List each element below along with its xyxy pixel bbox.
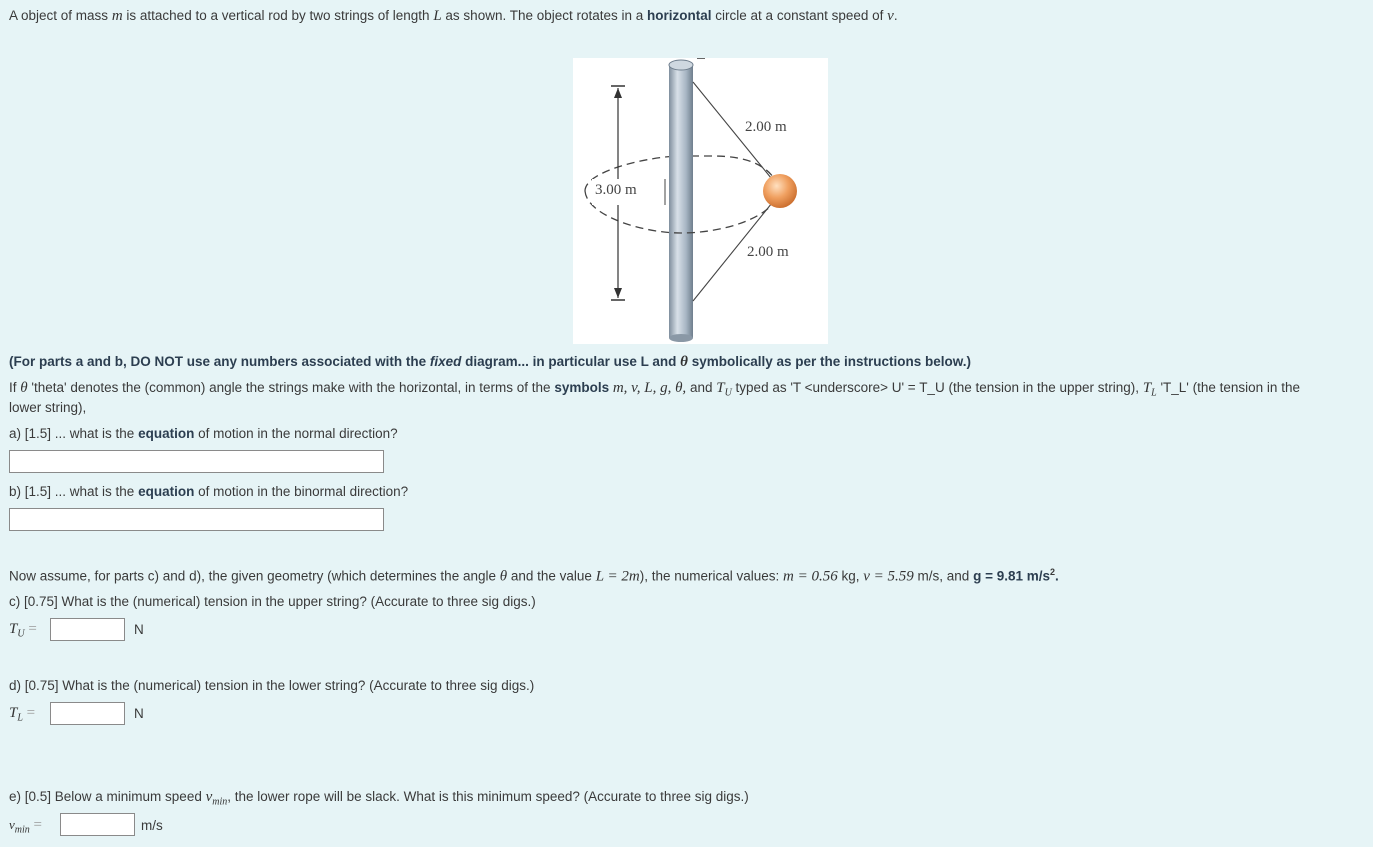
part-a-question: a) [1.5] ... what is the equation of motion in the normal direction? xyxy=(9,426,398,441)
part-b-answer-input[interactable] xyxy=(9,508,384,531)
part-c-answer-input[interactable] xyxy=(50,618,125,641)
rod-diagram-svg xyxy=(573,58,828,344)
part-c-label: $T_U$ = xyxy=(9,621,37,640)
instructions-line-2: lower string), xyxy=(9,400,87,415)
rod-bottom xyxy=(669,334,693,342)
part-d-answer-input[interactable] xyxy=(50,702,125,725)
part-e-question: e) [0.5] Below a minimum speed $v_{min}$, the lower rope will be slack. What is this minimum speed? (Accurate to three sig digs.) xyxy=(9,789,749,808)
part-d-unit: N xyxy=(134,706,144,721)
instructions-line-1: If θ 'theta' denotes the (common) angle the strings make with the horizontal, in terms of the symbols m, v, L, g, θ, and $T_U$ typed as 'T <underscore> U' = T_U (the tension in the upper string), $T_L$ 'T_L' (the tension in the xyxy=(9,380,1300,399)
arrow-up-icon xyxy=(614,88,622,98)
part-d-label: $T_L$ = xyxy=(9,705,36,724)
rod-diagram xyxy=(573,58,828,344)
vertical-rod xyxy=(669,64,693,338)
part-d-question: d) [0.75] What is the (numerical) tension in the lower string? (Accurate to three sig digs.) xyxy=(9,678,535,693)
rod-top xyxy=(669,60,693,70)
mass-ball xyxy=(763,174,797,208)
lower-string-label: 2.00 m xyxy=(747,244,789,260)
part-a-answer-input[interactable] xyxy=(9,450,384,473)
arrow-down-icon xyxy=(614,288,622,298)
part-e-unit: m/s xyxy=(141,818,163,833)
note-text: (For parts a and b, DO NOT use any numbers associated with the fixed diagram... in particular use L and θ symbolically as per the instructions below.) xyxy=(9,354,972,370)
part-c-unit: N xyxy=(134,622,144,637)
intro-text: A object of mass m is attached to a vertical rod by two strings of length L as shown. The object rotates in a horizontal circle at a constant speed of v. xyxy=(9,8,898,24)
part-b-question: b) [1.5] ... what is the equation of motion in the binormal direction? xyxy=(9,484,409,499)
part-e-label: $v_{min}$ = xyxy=(9,817,42,836)
part-c-question: c) [0.75] What is the (numerical) tension in the upper string? (Accurate to three sig digs.) xyxy=(9,594,536,609)
given-values-text: Now assume, for parts c) and d), the given geometry (which determines the angle θ and the value L = 2m), the numerical values: m = 0.56 kg, v = 5.59 m/s, and g = 9.81 $m/s^2$. xyxy=(9,567,1059,585)
part-e-answer-input[interactable] xyxy=(60,813,135,836)
rod-height-label: 3.00 m xyxy=(595,182,637,198)
upper-string-label: 2.00 m xyxy=(745,119,787,135)
